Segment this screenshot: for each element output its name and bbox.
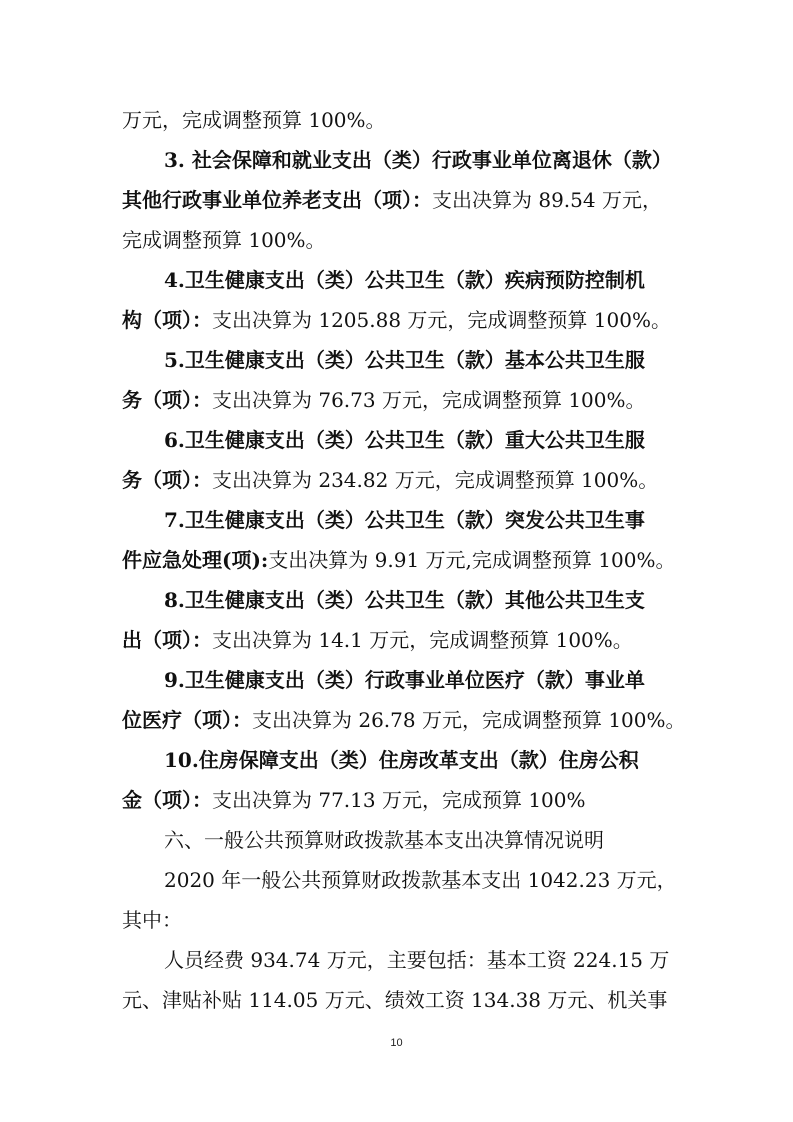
item-heading-cont: 金（项）：: [122, 788, 212, 812]
text-line: [122, 460, 678, 500]
paragraph-personnel: [122, 940, 678, 1020]
item-heading-cont: 务（项）：: [122, 468, 212, 492]
item-body: 支出决算为 77.13 万元，完成预算 100%: [212, 788, 586, 812]
paragraph-continuation: [122, 100, 678, 140]
text-line: [122, 300, 678, 340]
paragraph-item-5: [122, 340, 678, 420]
text-line: 人员经费 934.74 万元，主要包括：基本工资 224.15 万: [164, 948, 670, 972]
item-heading-cont: 出（项）：: [122, 628, 212, 652]
paragraph-item-10: [122, 740, 678, 820]
item-body: 支出决算为 9.91 万元,完成调整预算 100%。: [268, 548, 676, 572]
item-heading-cont: 其他行政事业单位养老支出（项）：: [122, 188, 432, 212]
item-heading: 6.卫生健康支出（类）公共卫生（款）重大公共卫生服: [164, 428, 645, 452]
item-heading: 10.住房保障支出（类）住房改革支出（款）住房公积: [164, 748, 639, 772]
paragraph-item-4: [122, 260, 678, 340]
item-heading: 9.卫生健康支出（类）行政事业单位医疗（款）事业单: [164, 668, 645, 692]
text-line: 元、津贴补贴 114.05 万元、绩效工资 134.38 万元、机关事: [122, 988, 668, 1012]
page-number: 10: [390, 1037, 403, 1049]
item-heading-cont: 位医疗（项）：: [122, 708, 252, 732]
text-line: [122, 380, 678, 420]
section-heading: [122, 820, 678, 860]
text-line: [122, 700, 686, 740]
item-body: 支出决算为 89.54 万元，: [432, 188, 662, 212]
paragraph-item-9: [122, 660, 686, 740]
text-line: [122, 620, 678, 660]
item-heading: 5.卫生健康支出（类）公共卫生（款）基本公共卫生服: [164, 348, 645, 372]
paragraph-item-7: [122, 500, 678, 580]
item-body: 支出决算为 76.73 万元，完成调整预算 100%。: [212, 388, 646, 412]
section-heading-text: 六、一般公共预算财政拨款基本支出决算情况说明: [164, 828, 604, 852]
paragraph-summary: [122, 860, 678, 940]
text-line: 完成调整预算 100%。: [122, 228, 326, 252]
paragraph-item-6: [122, 420, 678, 500]
paragraph-item-3: [122, 140, 678, 260]
text-line: 2020 年一般公共预算财政拨款基本支出 1042.23 万元，: [164, 868, 677, 892]
item-body: 支出决算为 26.78 万元，完成调整预算 100%。: [252, 708, 686, 732]
text-line: 万元，完成调整预算 100%。: [122, 108, 386, 132]
item-heading: 8.卫生健康支出（类）公共卫生（款）其他公共卫生支: [164, 588, 645, 612]
text-line: [122, 540, 678, 580]
item-body: 支出决算为 234.82 万元，完成调整预算 100%。: [212, 468, 659, 492]
item-heading-cont: 构（项）：: [122, 308, 212, 332]
item-heading: 7.卫生健康支出（类）公共卫生（款）突发公共卫生事: [164, 508, 645, 532]
text-line: [122, 780, 678, 820]
text-line: 其中：: [122, 908, 182, 932]
paragraph-item-8: [122, 580, 678, 660]
item-heading-cont: 件应急处理(项):: [122, 548, 269, 572]
text-line: [122, 180, 678, 220]
item-heading: 3. 社会保障和就业支出（类）行政事业单位离退休（款）: [164, 148, 672, 172]
item-heading-cont: 务（项）：: [122, 388, 212, 412]
item-body: 支出决算为 1205.88 万元，完成调整预算 100%。: [212, 308, 671, 332]
document-body: [122, 100, 686, 1020]
item-body: 支出决算为 14.1 万元，完成调整预算 100%。: [212, 628, 633, 652]
item-heading: 4.卫生健康支出（类）公共卫生（款）疾病预防控制机: [164, 268, 645, 292]
